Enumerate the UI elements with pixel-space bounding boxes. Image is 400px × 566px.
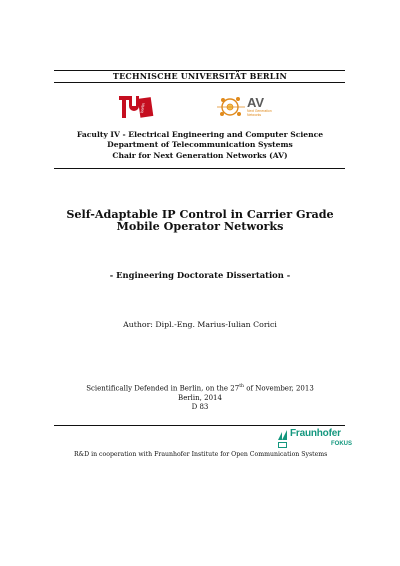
defense-date-line <box>0 382 400 394</box>
defense-place-year: Berlin, 2014 <box>178 393 222 402</box>
dissertation-subtitle: - Engineering Doctorate Dissertation - <box>109 270 291 280</box>
defense-block <box>0 382 400 412</box>
title-line-1: Self-Adaptable IP Control in Carrier Grade <box>66 207 334 221</box>
cooperation-line: R&D in cooperation with Fraunhofer Institute for Open Communication Systems <box>74 451 328 458</box>
faculty-rule <box>54 168 345 169</box>
university-name: TECHNISCHE UNIVERSITÄT BERLIN <box>112 71 288 81</box>
av-logo-subtext-1: Next Generation <box>247 109 272 113</box>
department-line: Department of Telecommunication Systems <box>107 140 293 150</box>
av-logo-text: AV <box>247 95 265 110</box>
dissertation-title <box>0 208 400 232</box>
av-logo-subtext-2: Networks <box>247 113 262 117</box>
av-logo-subtext <box>247 109 272 117</box>
fraunhofer-logo-subtext: FOKUS <box>331 441 352 447</box>
defense-date-prefix: Scientifically Defended in Berlin, on the 27 <box>86 384 240 393</box>
fraunhofer-logo-text: Fraunhofer <box>290 428 341 439</box>
tu-berlin-logo-icon <box>117 95 157 120</box>
tu-berlin-logo-text: berlin <box>139 102 146 114</box>
title-line-2: Mobile Operator Networks <box>116 219 284 233</box>
defense-date-sup: th <box>239 384 244 389</box>
faculty-block <box>0 130 400 161</box>
faculty-line: Faculty IV - Electrical Engineering and Computer Science <box>76 130 324 139</box>
chair-line: Chair for Next Generation Networks (AV) <box>112 150 288 160</box>
footer-rule <box>54 425 345 426</box>
defense-code: D 83 <box>191 402 209 411</box>
header-rule <box>54 82 345 83</box>
defense-date-suffix: of November, 2013 <box>244 384 314 393</box>
author-line: Author: Dipl.-Eng. Marius-Iulian Corici <box>123 320 277 329</box>
